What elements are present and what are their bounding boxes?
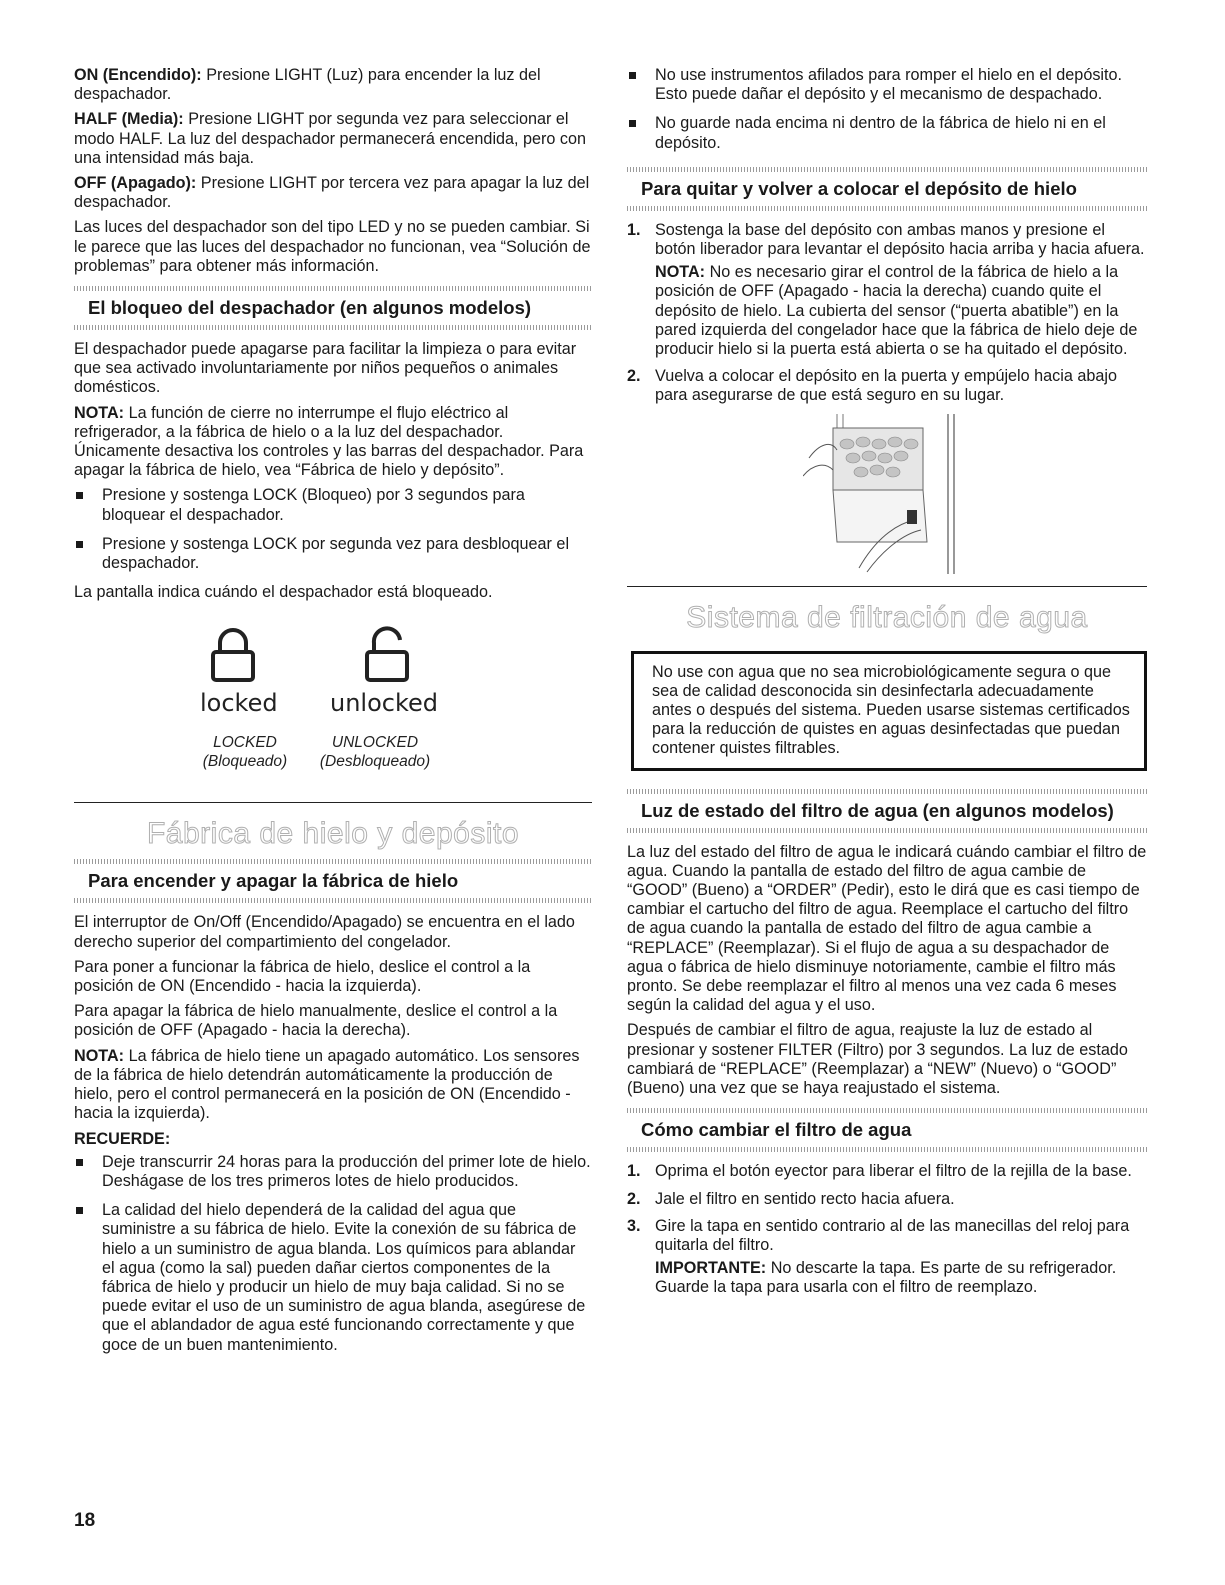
list-item: 2. Vuelva a colocar el depósito en la puerta y empújelo hacia abajo para asegurarse de que está seguro en su lugar. [627,367,1117,405]
led-paragraph: Las luces del despachador son del tipo LED y no se pueden cambiar. Si le parece que las luces del despachador no funcionan, vea “Solución de problemas” para obtener más información. [74,218,591,275]
bin-note: NOTA: No es necesario girar el control de la fábrica de hielo a la posición de OFF (Apagado - hacia la derecha) cuando quite el depósito de hielo. La cubierta del sensor (“puerta abatible”) en la pared izquierda del congelador hace que la fábrica de hielo deje de producir hielo si la puerta está abierta o se ha quitado el depósito. [655,263,1138,359]
ice-section-title: Fábrica de hielo y depósito [146,817,520,851]
change-steps [627,1162,1147,1297]
lock-heading: El bloqueo del despachador (en algunos modelos) [88,297,532,319]
warning-box [631,651,1147,771]
lock-figure [74,626,592,776]
bin-bullet-list [627,66,1147,153]
dotted-rule [74,286,592,291]
filter-section-title: Sistema de filtración de agua [686,600,1088,634]
right-column [627,66,1147,1306]
section-rule [627,586,1147,587]
unlocked-caption: UNLOCKED (Desbloqueado) [319,734,431,771]
dotted-rule [74,325,592,330]
list-item: 1. Sostenga la base del depósito con ambas manos y presione el botón liberador para levantar el depósito hacia arriba y hacia afuera. NOTA: No es necesario girar el control de la fábrica de hielo a la posición de OFF (Apagado - hacia la derecha) cuando quite el depósito de hielo. La cubierta del sensor (“puerta abatible”) en la pared izquierda del congelador hace que la fábrica de hielo deje de producir hielo si la puerta está abierta o se ha quitado el depósito. [627,221,1147,359]
status-heading-block [627,789,1147,833]
list-item: La calidad del hielo dependerá de la calidad del agua que suministre a su fábrica de hielo. Evite la conexión de su fábrica de hielo a un suministro de agua blanda. Los químicos para ablandar el agua (como la sal) pueden dañar ciertos componentes de la fábrica de hielo y producir un hielo de muy baja calidad. Si no se puede evitar el uso de un suministro de agua blanda, asegúrese de que el ablandador de agua esté funcionando correctamente y que goce de un buen mantenimiento. [74,1201,592,1355]
lock-bullet-list [74,486,592,573]
ice-paragraph-3: Para apagar la fábrica de hielo manualmente, deslice el control a la posición de OFF (Apagado - hacia la derecha). [74,1002,558,1040]
unlocked-padlock-icon [362,626,418,682]
dotted-rule [627,828,1147,833]
list-item: 3. Gire la tapa en sentido contrario al de las manecillas del reloj para quitarla del filtro. IMPORTANTE: No descarte la tapa. Es parte de su refrigerador. Guarde la tapa para usarla con el filtro de reemplazo. [627,1217,1147,1298]
important-note: IMPORTANTE: No descarte la tapa. Es parte de su refrigerador. Guarde la tapa para usarla con el filtro de reemplazo. [655,1259,1117,1297]
lock-note-paragraph: NOTA: La función de cierre no interrumpe el flujo eléctrico al refrigerador, a la fábrica de hielo o a la luz del despachador. Únicamente desactiva los controles y las barras del despachador. Para apagar la fábrica de hielo, vea “Fábrica de hielo y depósito”. [74,403,584,480]
remember-label: RECUERDE: [74,1129,171,1148]
bin-steps [627,221,1147,406]
list-item: No guarde nada encima ni dentro de la fábrica de hielo ni en el depósito. [627,114,1147,152]
bin-heading: Para quitar y volver a colocar el depósito de hielo [641,177,1077,199]
status-paragraph-2: Después de cambiar el filtro de agua, reajuste la luz de estado al presionar y sostener FILTER (Filtro) por 3 segundos. La luz de estado cambiará de “REPLACE” (Reemplazar) a “NEW” (Nuevo) o “GOOD” (Bueno) una vez que se haya reajustado el sistema. [627,1021,1128,1098]
page-number: 18 [74,1510,96,1531]
light-off-paragraph: OFF (Apagado): Presione LIGHT por tercera vez para apagar la luz del despachador. [74,174,590,212]
status-paragraph-1: La luz del estado del filtro de agua le indicará cuándo cambiar el filtro de agua. Cuando la pantalla de estado del filtro de agua cambie de “GOOD” (Bueno) a “ORDER” (Pedir), esto le dirá que es casi tiempo de cambiar el cartucho del filtro de agua. Reemplace el cartucho del filtro de agua cuando la pantalla de estado del filtro de agua cambie a “REPLACE” (Reemplazar). Si el flujo de agua a su despachador de agua o fábrica de hielo disminuye notoriamente, cambie el filtro más pronto. Se debe reemplazar el filtro al menos una vez cada 6 meses según la calidad del agua y el uso. [627,842,1147,1015]
dotted-rule [627,206,1147,211]
lock-heading-block [74,286,592,330]
locked-padlock-icon [208,626,258,682]
ice-onoff-heading-block [74,859,592,903]
remember-bullet-list [74,1153,592,1355]
locked-label: locked [200,689,278,718]
section-rule [74,802,592,803]
dotted-rule [74,859,592,864]
ice-onoff-heading: Para encender y apagar la fábrica de hielo [88,870,459,892]
lock-intro-paragraph: El despachador puede apagarse para facilitar la limpieza o para evitar que sea activado involuntariamente por niños pequeños o animales domésticos. [74,340,577,397]
bin-heading-block [627,167,1147,211]
lock-display-paragraph: La pantalla indica cuándo el despachador está bloqueado. [74,583,493,602]
list-item: 2. Jale el filtro en sentido recto hacia afuera. [627,1189,955,1208]
list-item: Deje transcurrir 24 horas para la producción del primer lote de hielo. Deshágase de los tres primeros lotes de hielo producidos. [74,1153,592,1191]
dotted-rule [74,898,592,903]
dotted-rule [627,1108,1147,1113]
dotted-rule [627,789,1147,794]
status-heading: Luz de estado del filtro de agua (en algunos modelos) [641,799,1114,821]
dotted-rule [627,1147,1147,1152]
ice-note-paragraph: NOTA: La fábrica de hielo tiene un apagado automático. Los sensores de la fábrica de hielo detendrán automáticamente la producción de hielo, pero el control permanecerá en la posición de ON (Encendido - hacia la izquierda). [74,1046,580,1123]
ice-paragraph-2: Para poner a funcionar la fábrica de hielo, deslice el control a la posición de ON (Encendido - hacia la izquierda). [74,957,531,996]
change-heading-block [627,1108,1147,1152]
warning-text: No use con agua que no sea microbiológicamente segura o que sea de calidad desconocida sin desinfectarla adecuadamente antes o después del sistema. Pueden usarse sistemas certificados para la reducción de quistes en aguas desinfectadas que puedan contener quistes filtrables. [652,662,1130,758]
list-item: 1. Oprima el botón eyector para liberar el filtro de la rejilla de la base. [627,1162,1132,1181]
list-item: Presione y sostenga LOCK por segunda vez para desbloquear el despachador. [74,535,592,573]
left-column [74,66,592,1365]
unlocked-label: unlocked [330,689,439,718]
list-item: No use instrumentos afilados para romper el hielo en el depósito. Esto puede dañar el depósito y el mecanismo de despachado. [627,66,1147,104]
light-half-paragraph: HALF (Media): Presione LIGHT por segunda vez para seleccionar el modo HALF. La luz del despachador permanecerá encendida, pero con una intensidad más baja. [74,110,587,167]
light-on-paragraph: ON (Encendido): Presione LIGHT (Luz) para encender la luz del despachador. [74,66,541,104]
dotted-rule [627,167,1147,172]
locked-caption: LOCKED (Bloqueado) [202,734,288,771]
change-heading: Cómo cambiar el filtro de agua [641,1119,912,1141]
ice-paragraph-1: El interruptor de On/Off (Encendido/Apagado) se encuentra en el lado derecho superior del compartimiento del congelador. [74,913,575,951]
ice-bin-illustration-image [803,414,963,574]
list-item: Presione y sostenga LOCK (Bloqueo) por 3 segundos para bloquear el despachador. [74,486,592,524]
ice-bin-illustration [627,414,1147,574]
